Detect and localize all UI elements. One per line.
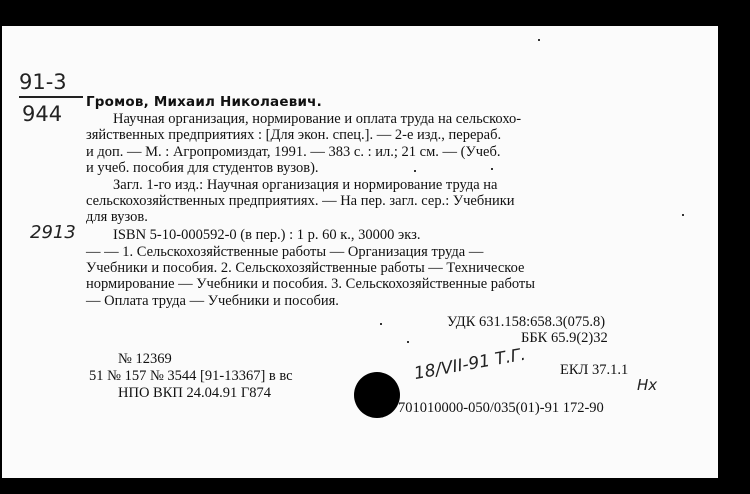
- ekl-code: ЕКЛ 37.1.1: [560, 362, 629, 378]
- catalog-code: 701010000-050/035(01)-91 172-90: [398, 400, 604, 416]
- publisher-line: НПО ВКП 24.04.91 Г874: [118, 385, 271, 401]
- description-line-1: Научная организация, нормирование и оплата труда на сельскохо-: [113, 111, 522, 127]
- udk-code: УДК 631.158:658.3(075.8): [447, 314, 606, 330]
- scan-speck: [538, 39, 540, 41]
- isbn-line: ISBN 5-10-000592-0 (в пер.) : 1 р. 60 к., 30000 экз.: [113, 227, 421, 243]
- scan-speck: [380, 323, 382, 325]
- catalog-card: [2, 26, 718, 478]
- author-heading: Громов, Михаил Николаевич.: [86, 94, 322, 110]
- bbk-code: ББК 65.9(2)32: [521, 330, 608, 346]
- scan-border: [718, 0, 750, 494]
- subject-line-2: Учебники и пособия. 2. Сельскохозяйственные работы — Техническое: [86, 260, 525, 276]
- registration-line: 51 № 157 № 3544 [91-13367] в вс: [89, 368, 293, 384]
- scan-speck: [414, 170, 416, 172]
- punch-hole: [354, 372, 400, 418]
- call-number-divider: [19, 96, 83, 98]
- description-line-3: и доп. — М. : Агропромиздат, 1991. — 383 с. : ил.; 21 см. — (Учеб.: [86, 144, 501, 160]
- margin-handwritten-mark: 2913: [30, 222, 76, 243]
- record-number: № 12369: [118, 351, 172, 367]
- subject-line-1: — — 1. Сельскохозяйственные работы — Организация труда —: [86, 244, 484, 260]
- subject-line-3: нормирование — Учебники и пособия. 3. Сельскохозяйственные работы: [86, 276, 535, 292]
- note-line-2: сельскохозяйственных предприятиях. — На пер. загл. сер.: Учебники: [86, 193, 515, 209]
- handwritten-date: 18/VII-91 Т.Г.: [412, 344, 528, 384]
- scan-speck: [491, 168, 493, 170]
- note-line-1: Загл. 1-го изд.: Научная организация и нормирование труда на: [113, 177, 498, 193]
- scan-speck: [682, 214, 684, 216]
- note-line-3: для вузов.: [86, 209, 148, 225]
- call-number-bottom: 944: [22, 102, 63, 126]
- scan-speck: [407, 341, 409, 343]
- description-line-2: зяйственных предприятиях : [Для экон. спец.]. — 2-е изд., перераб.: [86, 127, 502, 143]
- subject-line-4: — Оплата труда — Учебники и пособия.: [86, 293, 339, 309]
- call-number-top: 91-3: [19, 70, 67, 94]
- handwritten-initials: Нх: [637, 376, 658, 394]
- description-line-4: и учеб. пособия для студентов вузов).: [86, 160, 319, 176]
